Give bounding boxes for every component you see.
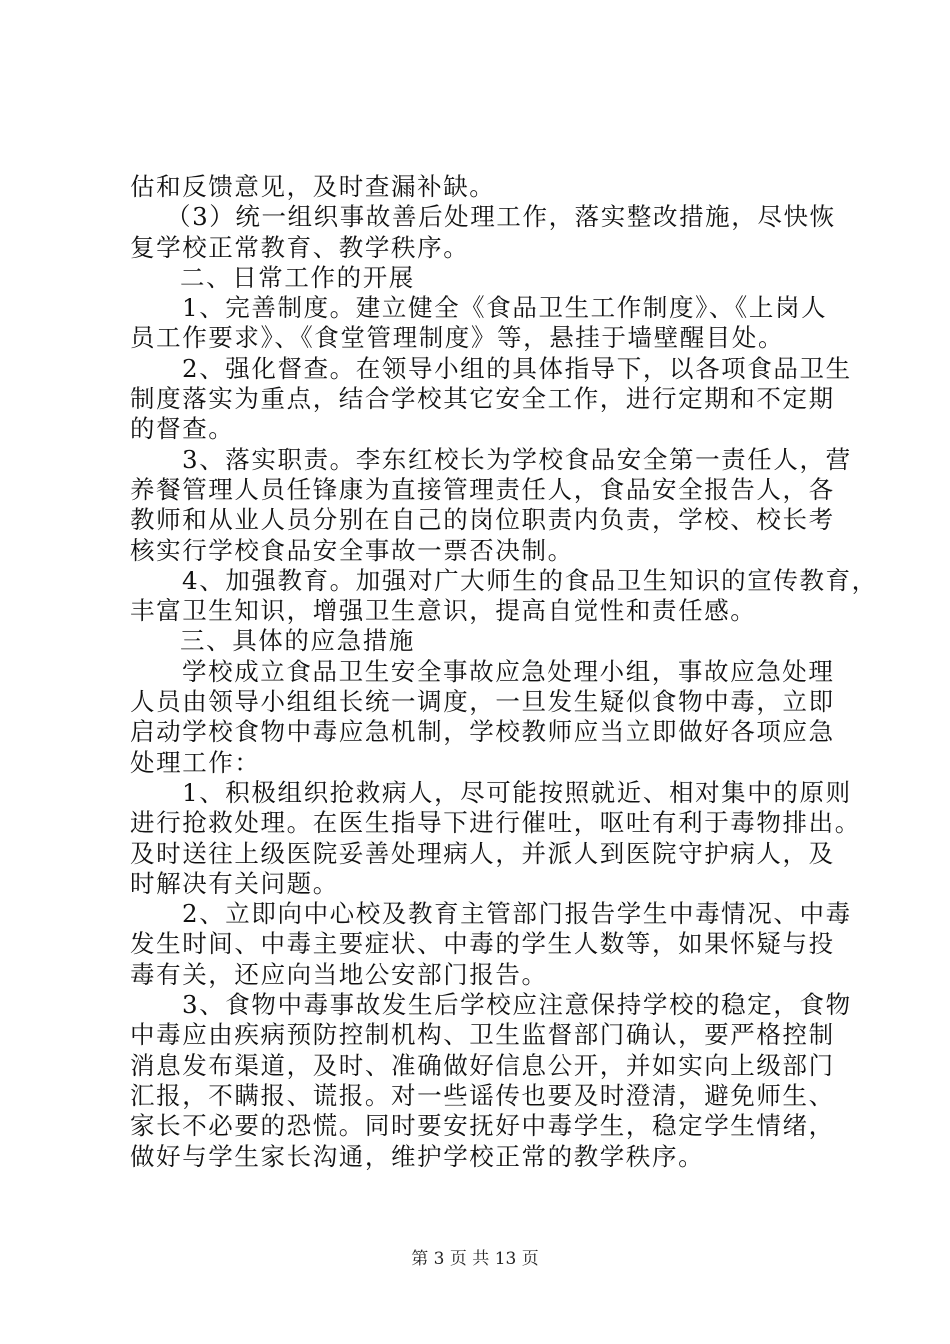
text-line: 丰富卫生知识，增强卫生意识，提高自觉性和责任感。	[130, 596, 757, 626]
text-line: 处理工作：	[130, 747, 261, 777]
text-line: 3、食物中毒事故发生后学校应注意保持学校的稳定，食物	[182, 990, 852, 1020]
text-line: 养餐管理人员任锋康为直接管理责任人，食品安全报告人，各	[130, 474, 835, 504]
text-line: 时解决有关问题。	[130, 868, 339, 898]
text-line: 学校成立食品卫生安全事故应急处理小组，事故应急处理	[182, 656, 835, 686]
text-line: 家长不必要的恐慌。同时要安抚好中毒学生，稳定学生情绪，	[130, 1111, 835, 1141]
section-heading: 三、具体的应急措施	[180, 626, 415, 656]
text-line: 及时送往上级医院妥善处理病人，并派人到医院守护病人，及	[130, 838, 835, 868]
text-line: 制度落实为重点，结合学校其它安全工作，进行定期和不定期	[130, 384, 835, 414]
text-line: 做好与学生家长沟通，维护学校正常的教学秩序。	[130, 1141, 705, 1171]
text-line: 启动学校食物中毒应急机制，学校教师应当立即做好各项应急	[130, 717, 835, 747]
text-line: 员工作要求》、《食堂管理制度》等，悬挂于墙壁醒目处。	[130, 323, 785, 353]
text-line: 核实行学校食品安全事故一票否决制。	[130, 535, 574, 565]
text-line: 汇报，不瞒报、谎报。对一些谣传也要及时澄清，避免师生、	[130, 1080, 835, 1110]
text-line: （3）统一组织事故善后处理工作，落实整改措施，尽快恢	[166, 202, 836, 232]
text-line: 2、立即向中心校及教育主管部门报告学生中毒情况、中毒	[182, 899, 852, 929]
page-number-footer: 第 3 页 共 13 页	[411, 1249, 539, 1269]
text-line: 进行抢救处理。在医生指导下进行催吐，呕吐有利于毒物排出。	[130, 808, 861, 838]
text-line: 1、完善制度。建立健全《食品卫生工作制度》、《上岗人	[182, 293, 828, 323]
text-line: 人员由领导小组组长统一调度，一旦发生疑似食物中毒，立即	[130, 687, 835, 717]
text-line: 消息发布渠道，及时、准确做好信息公开，并如实向上级部门	[130, 1050, 835, 1080]
document-body	[130, 172, 878, 1172]
text-line: 毒有关，还应向当地公安部门报告。	[130, 959, 548, 989]
text-line: 教师和从业人员分别在自己的岗位职责内负责，学校、校长考	[130, 505, 835, 535]
section-heading: 二、日常工作的开展	[180, 262, 415, 292]
text-line: 的督查。	[130, 414, 235, 444]
text-line: 3、落实职责。李东红校长为学校食品安全第一责任人，营	[182, 444, 852, 474]
text-line: 复学校正常教育、教学秩序。	[130, 232, 470, 262]
text-line: 2、强化督查。在领导小组的具体指导下，以各项食品卫生	[182, 353, 852, 383]
text-line: 4、加强教育。加强对广大师生的食品卫生知识的宣传教育，	[182, 565, 878, 595]
text-line: 发生时间、中毒主要症状、中毒的学生人数等，如果怀疑与投	[130, 929, 835, 959]
text-line: 估和反馈意见，及时查漏补缺。	[130, 172, 496, 201]
text-line: 1、积极组织抢救病人，尽可能按照就近、相对集中的原则	[182, 777, 852, 807]
text-line: 中毒应由疾病预防控制机构、卫生监督部门确认，要严格控制	[130, 1020, 835, 1050]
